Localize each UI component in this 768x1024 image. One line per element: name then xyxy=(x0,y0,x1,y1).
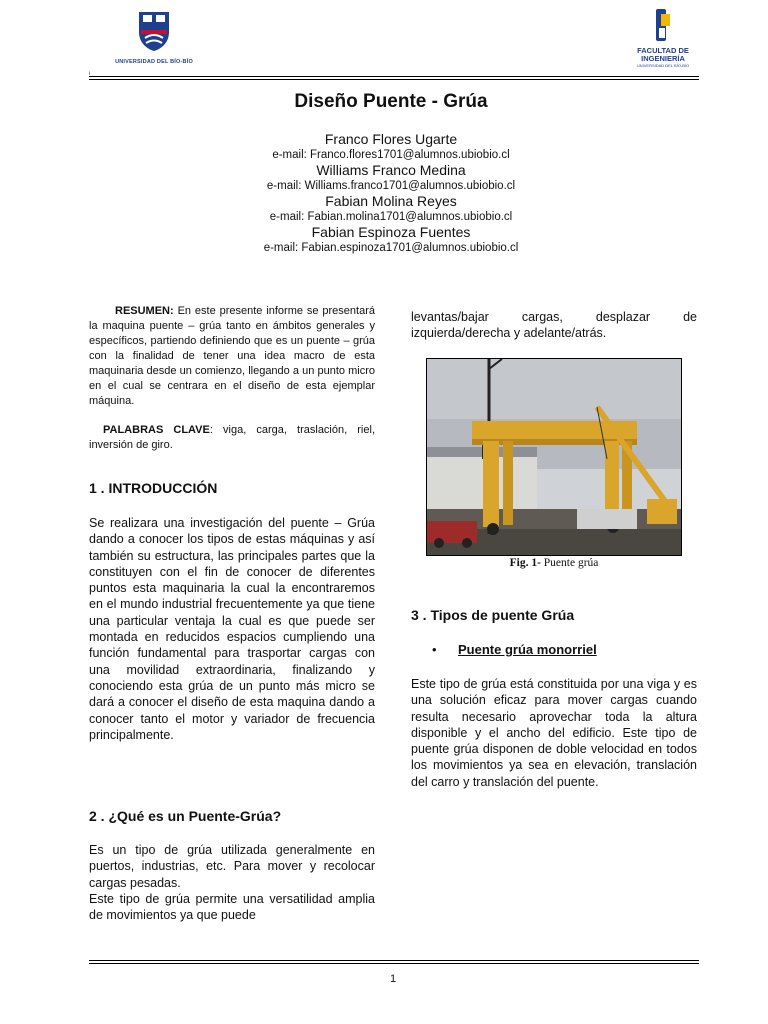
footer-rule xyxy=(89,960,699,961)
section-heading-introduction: 1 . INTRODUCCIÓN xyxy=(89,480,218,496)
author-name: Fabian Molina Reyes xyxy=(325,193,457,209)
bullet-item-monorriel: Puente grúa monorriel xyxy=(458,642,597,657)
section-heading-what-is: 2 . ¿Qué es un Puente-Grúa? xyxy=(89,808,282,824)
header-rule-thin xyxy=(89,79,699,80)
faculty-emblem-icon xyxy=(653,8,673,42)
keywords-text: : viga, carga, traslación, riel, inversión de giro. xyxy=(89,424,375,451)
university-name: UNIVERSIDAD DEL BÍO-BÍO xyxy=(115,59,193,65)
author-name: Fabian Espinoza Fuentes xyxy=(311,224,471,240)
faculty-name-1: FACULTAD DE xyxy=(637,46,689,55)
what-is-paragraph xyxy=(89,842,375,923)
faculty-name-2: INGENIERÍA xyxy=(641,54,685,63)
keywords xyxy=(89,423,375,453)
author-email: e-mail: Fabian.espinoza1701@alumnos.ubiobio.cl xyxy=(263,242,519,254)
author-name: Williams Franco Medina xyxy=(316,162,466,178)
bullet-icon: • xyxy=(432,642,437,657)
abstract-label: RESUMEN: xyxy=(115,305,174,317)
types-paragraph: Este tipo de grúa está constituida por una viga y es una solución eficaz para mover cargas cuando resulta necesario aprovechar toda la altura disponible y el ancho del edificio. Este tipo de puente grúa disponen de doble velocidad en todos los movimientos ya sea en elevación, translación del carro y translación del puente. xyxy=(411,677,697,789)
what-is-text-1: Es un tipo de grúa utilizada generalmente en puertos, industrias, etc. Para mover y recolocar cargas pesadas. xyxy=(89,843,375,890)
crane-photo xyxy=(426,358,682,556)
faculty-logo xyxy=(628,8,698,74)
keywords-label: PALABRAS CLAVE xyxy=(103,424,210,436)
author-email: e-mail: Williams.franco1701@alumnos.ubiobio.cl xyxy=(266,180,516,192)
section-heading-types: 3 . Tipos de puente Grúa xyxy=(411,607,575,623)
university-shield-icon xyxy=(137,10,171,52)
footer-rule-thin xyxy=(89,963,699,964)
header-mark: i xyxy=(89,71,91,77)
author-list xyxy=(0,131,768,255)
continued-paragraph: levantas/bajar cargas, desplazar de izquierda/derecha y adelante/atrás. xyxy=(411,310,697,341)
abstract xyxy=(89,304,375,409)
university-logo xyxy=(114,10,194,68)
author-name: Franco Flores Ugarte xyxy=(324,131,458,147)
author-email: e-mail: Franco.flores1701@alumnos.ubiobio.cl xyxy=(272,149,510,161)
gantry-crane-image xyxy=(427,359,681,555)
author-email: e-mail: Fabian.molina1701@alumnos.ubiobio.cl xyxy=(269,211,513,223)
what-is-text-2: Este tipo de grúa permite una versatilidad amplia de movimientos ya que puede xyxy=(89,891,375,923)
figure-caption xyxy=(426,557,682,569)
paper-title: Diseño Puente - Grúa xyxy=(294,91,488,112)
introduction-paragraph: Se realizara una investigación del puente – Grúa dando a conocer los tipos de estas máquinas y así también su estructura, las principales partes que la constituyen con el fin de conocer de diferentes puntos esta maquinaria la cual la encontraremos en el mundo industrial frecuentemente ya que tiene una particular ventaja la cual es que puede ser montada en reducidos espacios cumpliendo una función fundamental para trasportar cargas con una movilidad extraordinaria, finalizando y conociendo esta grúa de un punto más micro se dará a conocer el diseño de esta maquina dando a conocer tanto el motor y variador de frecuencia principalmente. xyxy=(89,516,375,742)
abstract-text: En este presente informe se presentará la maquina puente – grúa tanto en ámbitos generales y específicos, partiendo definiendo que es un puente – grúa con la finalidad de tener una idea macro de esta maquinaria desde un comienzo, llegando a un punto micro en el cual se centrara en el diseño de esta ejemplar máquina. xyxy=(89,305,375,407)
faculty-subtitle: UNIVERSIDAD DEL BÍO-BÍO xyxy=(636,63,690,68)
figure-label: Fig. 1- xyxy=(509,557,541,569)
figure-caption-text: Puente grúa xyxy=(540,557,599,569)
header-rule xyxy=(89,76,699,77)
page-number: 1 xyxy=(389,973,397,985)
